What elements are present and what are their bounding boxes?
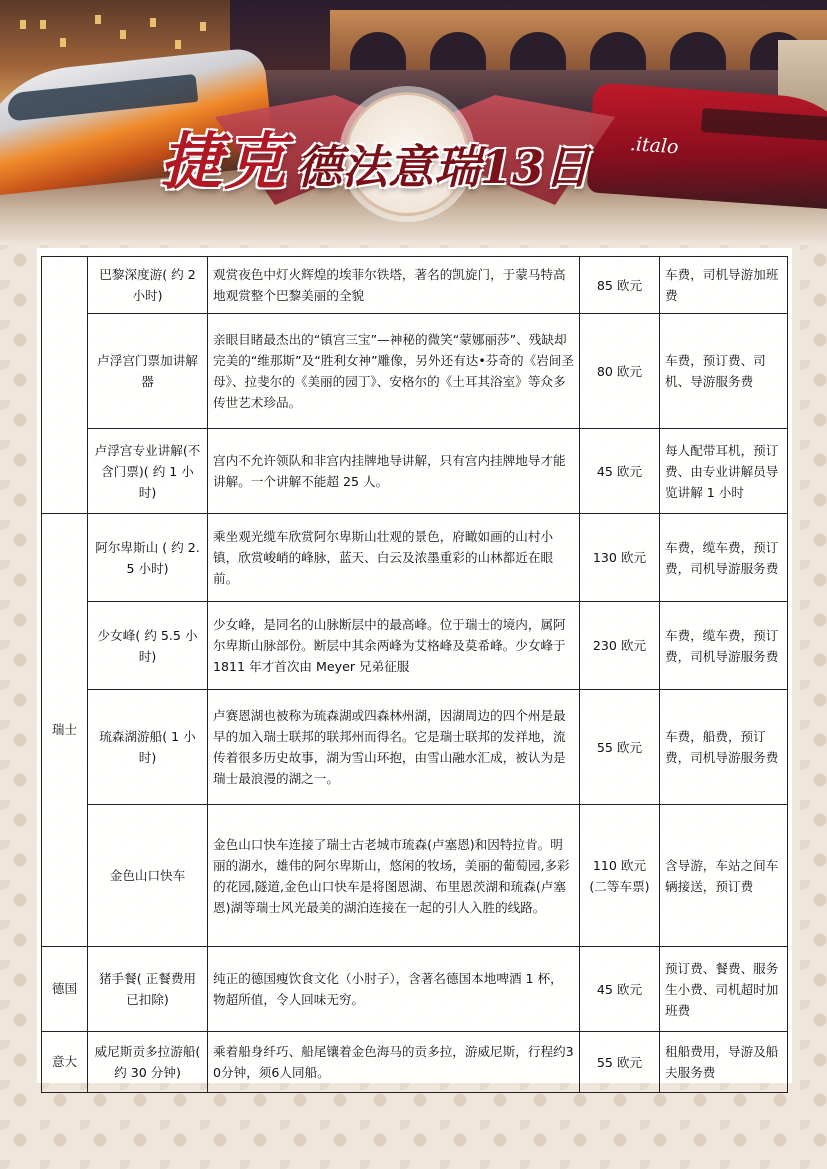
item-name: 卢浮宫专业讲解(不含门票)( 约 1 小时) [88,429,208,514]
region-cell: 德国 [42,947,88,1032]
item-price: 80 欧元 [580,314,660,429]
item-fee-includes: 车费，缆车费，预订费，司机导游服务费 [660,514,788,602]
item-description: 乘着船身纤巧、船尾镶着金色海马的贡多拉，游威尼斯，行程约30分钟，须6人同船。 [208,1032,580,1093]
table-row [42,690,788,805]
item-fee-includes: 车费，缆车费，预订费，司机导游服务费 [660,602,788,690]
table-row [42,1032,788,1093]
item-name: 巴黎深度游( 约 2 小时) [88,257,208,314]
table-row [42,314,788,429]
item-name: 猪手餐( 正餐费用已扣除) [88,947,208,1032]
item-price: 55 欧元 [580,690,660,805]
item-description: 亲眼目睹最杰出的“镇宫三宝”—神秘的微笑“蒙娜丽莎”、残缺却完美的“维那斯”及“胜利女神”雕像，另外还有达•芬奇的《岩间圣母》、拉斐尔的《美丽的园丁》、安格尔的《土耳其浴室》等众多传世艺术珍品。 [208,314,580,429]
optional-excursions-table [41,256,788,1093]
item-description: 纯正的德国瘦饮食文化（小肘子），含著名德国本地啤酒 1 杯，物超所值，令人回味无穷。 [208,947,580,1032]
item-price: 130 欧元 [580,514,660,602]
item-description: 观赏夜色中灯火辉煌的埃菲尔铁塔，著名的凯旋门，于蒙马特高地观赏整个巴黎美丽的全貌 [208,257,580,314]
item-fee-includes: 租船费用，导游及船夫服务费 [660,1032,788,1093]
item-name: 阿尔卑斯山 ( 约 2.5 小时) [88,514,208,602]
item-price: 110 欧元(二等车票) [580,805,660,947]
header-banner [0,0,827,245]
item-description: 卢赛恩湖也被称为琉森湖或四森林州湖，因湖周边的四个州是最早的加入瑞士联邦的联邦州而得名。它是瑞士联邦的发祥地，流传着很多历史故事，湖为雪山环抱，由雪山融水汇成，被认为是瑞士最浪漫的湖之一。 [208,690,580,805]
charles-bridge-image [330,10,827,70]
item-name: 金色山口快车 [88,805,208,947]
region-cell: 瑞士 [42,514,88,947]
item-description: 乘坐观光缆车欣赏阿尔卑斯山壮观的景色，府瞰如画的山村小镇，欣赏峻峭的峰脉，蓝天、白云及浓墨重彩的山林都近在眼前。 [208,514,580,602]
item-price: 85 欧元 [580,257,660,314]
table-row [42,602,788,690]
item-name: 卢浮宫门票加讲解器 [88,314,208,429]
region-cell: 意大 [42,1032,88,1093]
title-sub: 德法意瑞13日 [296,140,591,194]
region-cell [42,257,88,514]
train-right-image [587,82,827,211]
page-title [160,112,590,201]
item-price: 45 欧元 [580,429,660,514]
item-fee-includes: 车费，司机导游加班费 [660,257,788,314]
item-fee-includes: 预订费、餐费、服务生小费、司机超时加班费 [660,947,788,1032]
table-row [42,514,788,602]
table-row [42,947,788,1032]
item-price: 55 欧元 [580,1032,660,1093]
item-fee-includes: 含导游，车站之间车辆接送，预订费 [660,805,788,947]
item-name: 威尼斯贡多拉游船( 约 30 分钟) [88,1032,208,1093]
item-description: 少女峰，是同名的山脉断层中的最高峰。位于瑞士的境内，属阿尔卑斯山脉部份。断层中其余两峰为艾格峰及莫希峰。少女峰于 1811 年才首次由 Meyer 兄弟征服 [208,602,580,690]
table-row [42,257,788,314]
table-row [42,805,788,947]
item-fee-includes: 每人配带耳机，预订费、由专业讲解员导览讲解 1 小时 [660,429,788,514]
item-description: 宫内不允许领队和非宫内挂牌地导讲解，只有宫内挂牌地导才能讲解。一个讲解不能超 25 人。 [208,429,580,514]
table-row [42,429,788,514]
item-fee-includes: 车费，船费，预订费，司机导游服务费 [660,690,788,805]
item-fee-includes: 车费，预订费、司机、导游服务费 [660,314,788,429]
item-name: 琉森湖游船( 1 小时) [88,690,208,805]
item-name: 少女峰( 约 5.5 小时) [88,602,208,690]
train-logo: .italo [629,133,680,159]
item-description: 金色山口快车连接了瑞士古老城市琉森(卢塞恩)和因特拉肯。明丽的湖水，雄伟的阿尔卑斯山，悠闲的牧场，美丽的葡萄园,多彩的花园,隧道,金色山口快车是将图恩湖、布里恩茨湖和琉森(卢塞恩)湖等瑞士风光最美的湖泊连接在一起的引人入胜的线路。 [208,805,580,947]
item-price: 45 欧元 [580,947,660,1032]
item-price: 230 欧元 [580,602,660,690]
title-main: 捷克 [160,125,289,198]
